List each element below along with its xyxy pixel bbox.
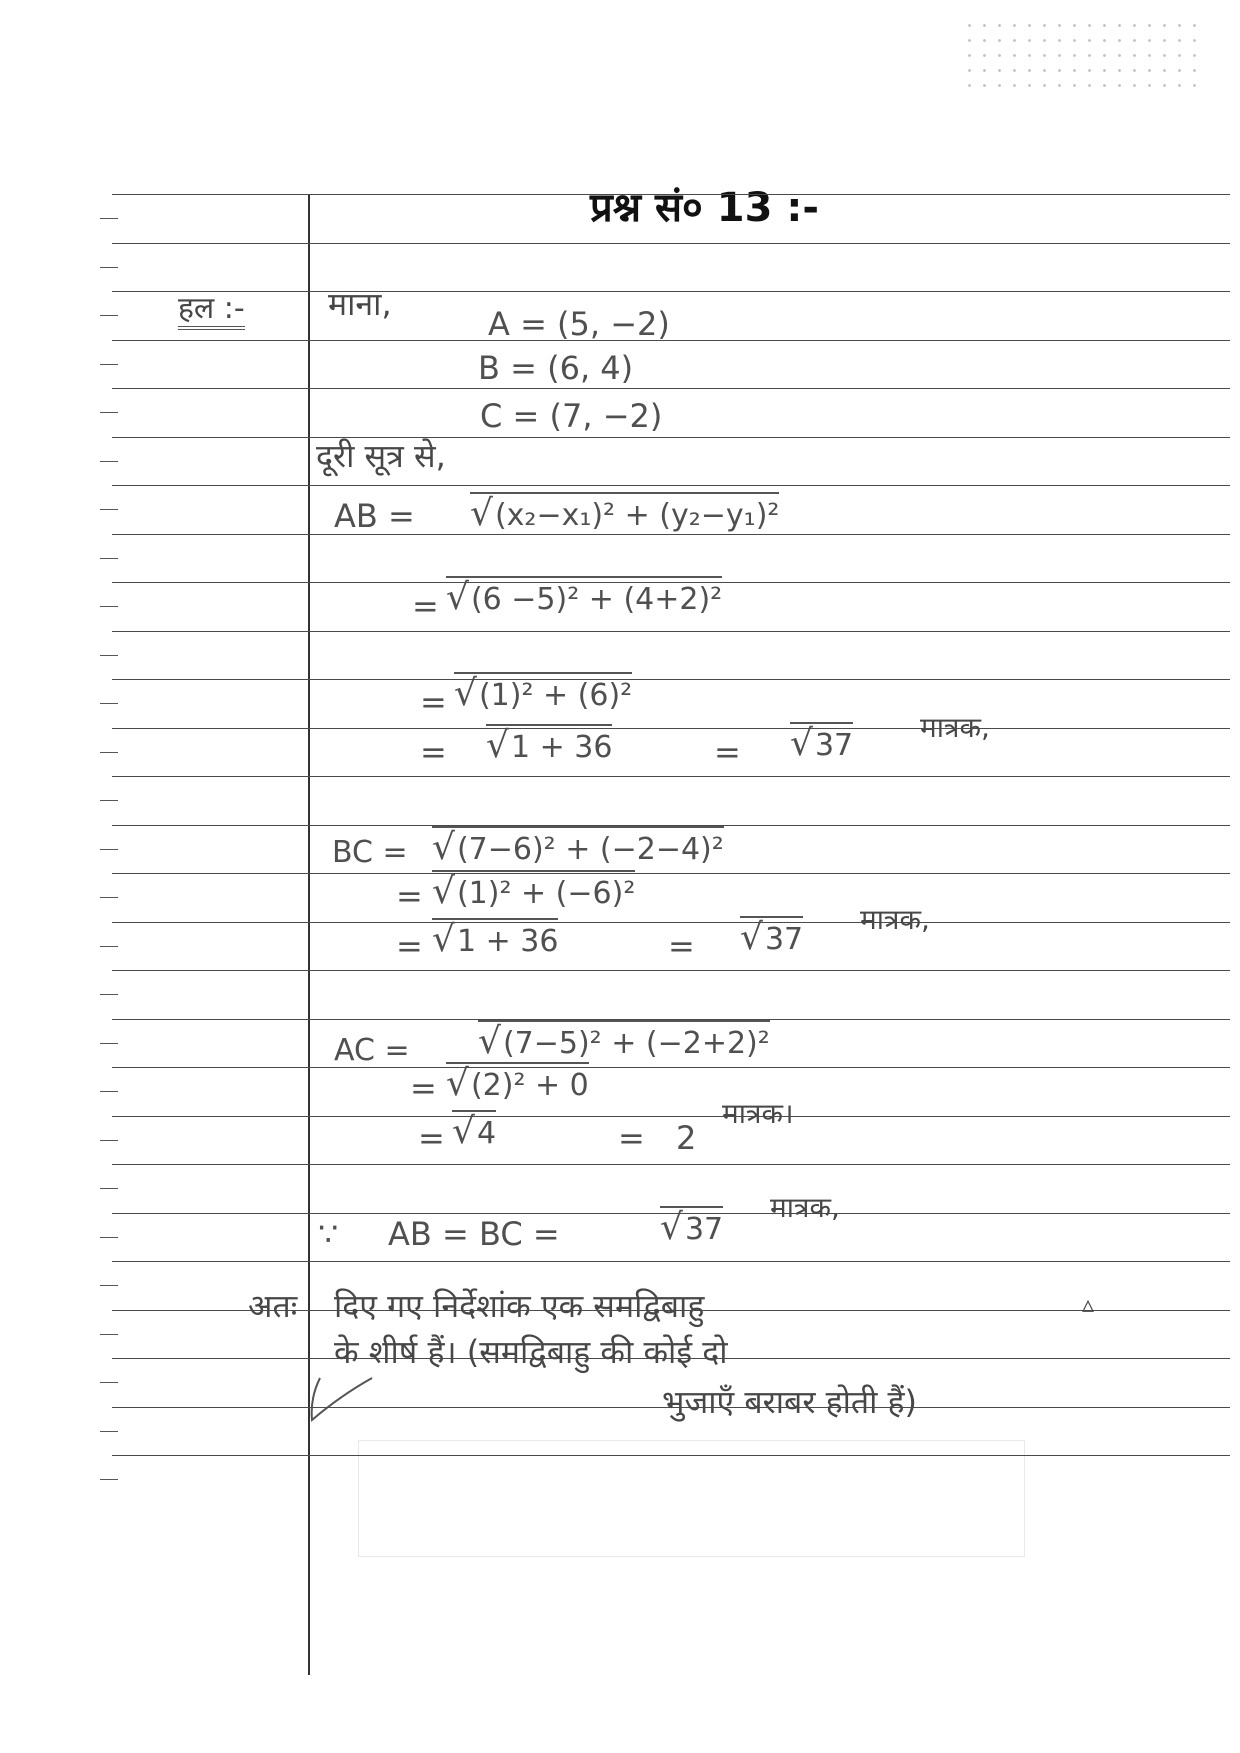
ruled-line bbox=[112, 1164, 1230, 1165]
margin-tick bbox=[100, 412, 118, 413]
margin-tick bbox=[100, 1382, 118, 1383]
conclusion-prefix: अतः bbox=[248, 1287, 298, 1325]
margin-tick bbox=[100, 1043, 118, 1044]
margin-tick bbox=[100, 461, 118, 462]
faint-show-through-box bbox=[358, 1440, 1025, 1557]
bc-result: √ 37 bbox=[740, 916, 803, 956]
conclusion-line3: भुजाएँ बराबर होती हैं) bbox=[662, 1383, 918, 1421]
triangle-symbol: ▵ bbox=[1082, 1290, 1095, 1318]
ruled-line bbox=[112, 388, 1230, 389]
bc-unit: मात्रक, bbox=[860, 903, 930, 936]
ruled-line bbox=[112, 582, 1230, 583]
margin-tick bbox=[100, 1479, 118, 1480]
margin-tick bbox=[100, 946, 118, 947]
margin-tick bbox=[100, 606, 118, 607]
ruled-line bbox=[112, 631, 1230, 632]
bc-label: BC = bbox=[332, 835, 408, 870]
ab-label: AB = bbox=[334, 497, 415, 535]
tick-mark-icon bbox=[300, 1348, 380, 1428]
margin-tick bbox=[100, 897, 118, 898]
margin-tick bbox=[100, 1431, 118, 1432]
ac-step2: √ (2)² + 0 bbox=[446, 1062, 589, 1102]
margin-tick bbox=[100, 849, 118, 850]
margin-tick bbox=[100, 994, 118, 995]
margin-tick bbox=[100, 218, 118, 219]
ruled-line bbox=[112, 1310, 1230, 1311]
margin-tick bbox=[100, 655, 118, 656]
ruled-line bbox=[112, 291, 1230, 292]
solution-label: हल :- bbox=[178, 294, 245, 330]
point-a: A = (5, −2) bbox=[488, 305, 670, 343]
margin-line bbox=[308, 195, 310, 1675]
ab-unit: मात्रक, bbox=[920, 711, 990, 744]
conclusion-line1: दिए गए निर्देशांक एक समद्विबाहु bbox=[334, 1287, 705, 1325]
margin-tick bbox=[100, 315, 118, 316]
ruled-line bbox=[112, 1213, 1230, 1214]
bc-step2: √ (1)² + (−6)² bbox=[432, 870, 635, 910]
ruled-line bbox=[112, 1407, 1230, 1408]
since-equation: AB = BC = bbox=[388, 1215, 560, 1253]
ruled-line bbox=[112, 728, 1230, 729]
question-heading: प्रश्न सं० 13 :- bbox=[590, 185, 819, 231]
ab-step1: √ (6 −5)² + (4+2)² bbox=[446, 576, 722, 616]
corner-dot-pattern bbox=[962, 18, 1207, 90]
ac-step1: √ (7−5)² + (−2+2)² bbox=[478, 1020, 770, 1060]
ruled-line bbox=[112, 340, 1230, 341]
margin-tick bbox=[100, 1285, 118, 1286]
ruled-line bbox=[112, 534, 1230, 535]
margin-tick bbox=[100, 1140, 118, 1141]
given-intro: माना, bbox=[328, 285, 392, 323]
ab-result: √ 37 bbox=[790, 722, 853, 762]
conclusion-line2: के शीर्ष हैं। (समद्विबाहु की कोई दो bbox=[334, 1333, 728, 1371]
since-unit: मात्रक, bbox=[770, 1191, 840, 1224]
ab-step3: √ 1 + 36 bbox=[486, 724, 612, 764]
ruled-line bbox=[112, 1067, 1230, 1068]
ruled-line bbox=[112, 970, 1230, 971]
ruled-line bbox=[112, 243, 1230, 244]
ab-formula: √ (x₂−x₁)² + (y₂−y₁)² bbox=[470, 492, 779, 532]
margin-tick bbox=[100, 800, 118, 801]
ruled-line bbox=[112, 679, 1230, 680]
ruled-line bbox=[112, 1116, 1230, 1117]
distance-formula-intro: दूरी सूत्र से, bbox=[316, 437, 446, 475]
ac-unit: मात्रक। bbox=[722, 1097, 794, 1130]
margin-tick bbox=[100, 1091, 118, 1092]
notebook-page: प्रश्न सं० 13 :- हल :- माना, A = (5, −2) B = (6, 4) C = (7, −2) दूरी सूत्र से, AB = √ (x₂−x₁)² + (y₂−y₁)² = √ (6 −5)² + (4+2)² = √ (1)² + (6)² = √ 1 + 36 = √ 37 मात्रक, BC = √ (7−6)² + (−2−4)² = √ (1)² + (−6)² = √ 1 + 36 = √ 37 मात्रक, AC = √ (7−5)² + (−2+2)² = √ (2)² + 0 = √ 4 = 2 मात्रक। ∵ AB = BC = √ 37 मात्रक, अतः दिए गए निर्देशांक एक समद्विबाहु ▵ के शीर्ष हैं। (समद्विबाहु की कोई दो भुजाएँ बराबर होती हैं) bbox=[0, 0, 1240, 1753]
point-c: C = (7, −2) bbox=[480, 397, 663, 435]
bc-step1: √ (7−6)² + (−2−4)² bbox=[432, 826, 724, 866]
margin-tick bbox=[100, 1237, 118, 1238]
ruled-line bbox=[112, 485, 1230, 486]
margin-tick bbox=[100, 558, 118, 559]
margin-tick bbox=[100, 1188, 118, 1189]
since-result: √ 37 bbox=[660, 1206, 723, 1246]
ruled-line bbox=[112, 776, 1230, 777]
ruled-line bbox=[112, 1358, 1230, 1359]
ruled-line bbox=[112, 1019, 1230, 1020]
ruled-line bbox=[112, 1455, 1230, 1456]
ruled-line bbox=[112, 1261, 1230, 1262]
margin-tick bbox=[100, 509, 118, 510]
margin-tick bbox=[100, 703, 118, 704]
ruled-line bbox=[112, 437, 1230, 438]
bc-step3: √ 1 + 36 bbox=[432, 918, 558, 958]
margin-tick bbox=[100, 1334, 118, 1335]
ac-label: AC = bbox=[334, 1033, 410, 1068]
margin-tick bbox=[100, 752, 118, 753]
margin-tick bbox=[100, 364, 118, 365]
point-b: B = (6, 4) bbox=[478, 349, 634, 387]
ruled-line bbox=[112, 873, 1230, 874]
margin-tick bbox=[100, 267, 118, 268]
ruled-line bbox=[112, 922, 1230, 923]
ruled-line bbox=[112, 194, 1230, 195]
ac-step3: √ 4 bbox=[452, 1110, 496, 1150]
ac-result: 2 bbox=[676, 1119, 697, 1157]
because-symbol: ∵ bbox=[318, 1215, 339, 1253]
ruled-line bbox=[112, 825, 1230, 826]
ab-step2: √ (1)² + (6)² bbox=[454, 672, 632, 712]
